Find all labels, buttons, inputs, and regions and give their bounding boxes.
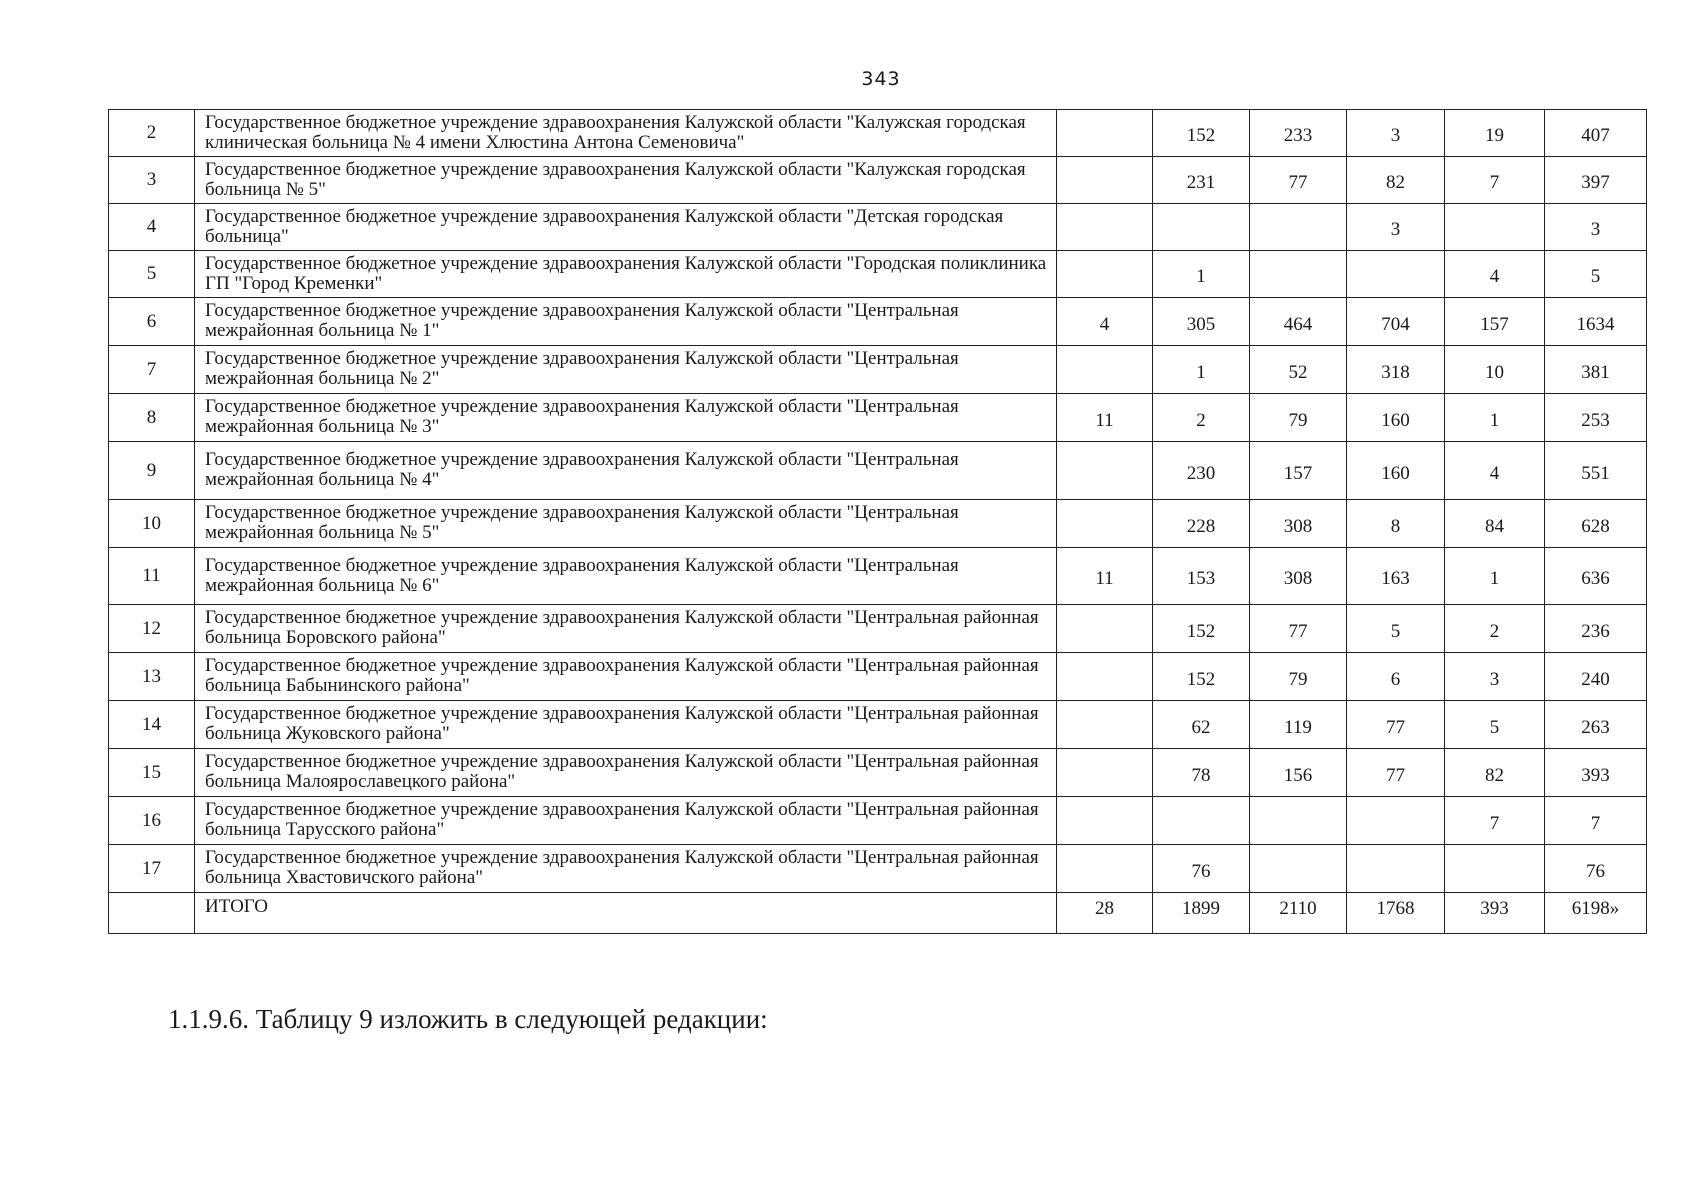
table-row [109, 394, 1647, 442]
total-col-4: 1768 [1347, 893, 1445, 934]
value-col-3 [1250, 845, 1347, 893]
value-col-4: 6 [1347, 653, 1445, 701]
value-col-2: 78 [1153, 749, 1250, 797]
page-number: 343 [861, 68, 901, 90]
row-total: 76 [1545, 845, 1647, 893]
table-row [109, 157, 1647, 204]
value-col-1 [1057, 653, 1153, 701]
row-total: 253 [1545, 394, 1647, 442]
value-col-2: 1 [1153, 346, 1250, 394]
value-col-4: 704 [1347, 298, 1445, 346]
institution-name: Государственное бюджетное учреждение здравоохранения Калужской области "Центральная межрайонная больница № 6" [195, 548, 1057, 605]
row-total: 407 [1545, 110, 1647, 157]
row-total: 5 [1545, 251, 1647, 298]
row-number: 12 [109, 605, 195, 653]
value-col-1 [1057, 797, 1153, 845]
value-col-4: 160 [1347, 394, 1445, 442]
value-col-4: 160 [1347, 442, 1445, 500]
value-col-5: 7 [1445, 797, 1545, 845]
value-col-5: 19 [1445, 110, 1545, 157]
value-col-2: 152 [1153, 110, 1250, 157]
table-row [109, 298, 1647, 346]
value-col-1 [1057, 251, 1153, 298]
value-col-5 [1445, 204, 1545, 251]
value-col-2: 62 [1153, 701, 1250, 749]
row-total: 628 [1545, 500, 1647, 548]
value-col-5: 4 [1445, 442, 1545, 500]
total-label: ИТОГО [195, 893, 1057, 934]
total-col-2: 1899 [1153, 893, 1250, 934]
value-col-1 [1057, 157, 1153, 204]
row-total: 393 [1545, 749, 1647, 797]
row-number: 4 [109, 204, 195, 251]
value-col-2: 152 [1153, 653, 1250, 701]
value-col-3: 464 [1250, 298, 1347, 346]
value-col-4: 77 [1347, 701, 1445, 749]
table-row [109, 346, 1647, 394]
table-row [109, 110, 1647, 157]
row-total: 381 [1545, 346, 1647, 394]
value-col-2: 230 [1153, 442, 1250, 500]
value-col-3: 52 [1250, 346, 1347, 394]
table-row [109, 701, 1647, 749]
value-col-2: 76 [1153, 845, 1250, 893]
value-col-2 [1153, 797, 1250, 845]
total-col-3: 2110 [1250, 893, 1347, 934]
institution-name: Государственное бюджетное учреждение здравоохранения Калужской области "Центральная районная больница Малоярославецкого района" [195, 749, 1057, 797]
institution-name: Государственное бюджетное учреждение здравоохранения Калужской области "Детская городская больница" [195, 204, 1057, 251]
value-col-4 [1347, 845, 1445, 893]
row-number: 7 [109, 346, 195, 394]
row-number: 6 [109, 298, 195, 346]
row-number: 8 [109, 394, 195, 442]
value-col-2: 1 [1153, 251, 1250, 298]
value-col-5: 2 [1445, 605, 1545, 653]
value-col-5: 7 [1445, 157, 1545, 204]
value-col-1 [1057, 204, 1153, 251]
value-col-3 [1250, 204, 1347, 251]
hospital-data-table [108, 109, 1647, 934]
value-col-1 [1057, 749, 1153, 797]
table-body [109, 110, 1647, 934]
value-col-1 [1057, 701, 1153, 749]
value-col-5: 5 [1445, 701, 1545, 749]
value-col-1 [1057, 110, 1153, 157]
value-col-5 [1445, 845, 1545, 893]
value-col-3: 79 [1250, 653, 1347, 701]
institution-name: Государственное бюджетное учреждение здравоохранения Калужской области "Калужская городская больница № 5" [195, 157, 1057, 204]
value-col-3: 233 [1250, 110, 1347, 157]
grand-total: 6198» [1545, 893, 1647, 934]
institution-name: Государственное бюджетное учреждение здравоохранения Калужской области "Центральная межрайонная больница № 2" [195, 346, 1057, 394]
institution-name: Государственное бюджетное учреждение здравоохранения Калужской области "Центральная районная больница Хвастовичского района" [195, 845, 1057, 893]
row-number: 5 [109, 251, 195, 298]
value-col-3 [1250, 251, 1347, 298]
value-col-3: 119 [1250, 701, 1347, 749]
value-col-4: 82 [1347, 157, 1445, 204]
institution-name: Государственное бюджетное учреждение здравоохранения Калужской области "Центральная районная больница Бабынинского района" [195, 653, 1057, 701]
value-col-2: 2 [1153, 394, 1250, 442]
value-col-4: 77 [1347, 749, 1445, 797]
value-col-4: 3 [1347, 204, 1445, 251]
value-col-5: 1 [1445, 394, 1545, 442]
value-col-3 [1250, 797, 1347, 845]
table-row [109, 251, 1647, 298]
institution-name: Государственное бюджетное учреждение здравоохранения Калужской области "Центральная межрайонная больница № 1" [195, 298, 1057, 346]
value-col-5: 1 [1445, 548, 1545, 605]
value-col-1 [1057, 605, 1153, 653]
row-total: 236 [1545, 605, 1647, 653]
value-col-4 [1347, 797, 1445, 845]
value-col-1: 4 [1057, 298, 1153, 346]
table-row [109, 653, 1647, 701]
value-col-2: 153 [1153, 548, 1250, 605]
row-number: 13 [109, 653, 195, 701]
institution-name: Государственное бюджетное учреждение здравоохранения Калужской области "Центральная межрайонная больница № 3" [195, 394, 1057, 442]
row-total: 240 [1545, 653, 1647, 701]
value-col-5: 84 [1445, 500, 1545, 548]
value-col-5: 82 [1445, 749, 1545, 797]
value-col-5: 3 [1445, 653, 1545, 701]
institution-name: Государственное бюджетное учреждение здравоохранения Калужской области "Центральная межрайонная больница № 5" [195, 500, 1057, 548]
institution-name: Государственное бюджетное учреждение здравоохранения Калужской области "Калужская городская клиническая больница № 4 имени Хлюстина Антона Семеновича" [195, 110, 1057, 157]
total-row [109, 893, 1647, 934]
row-number: 15 [109, 749, 195, 797]
row-total: 636 [1545, 548, 1647, 605]
value-col-1 [1057, 346, 1153, 394]
row-total: 263 [1545, 701, 1647, 749]
table-row [109, 548, 1647, 605]
row-total: 7 [1545, 797, 1647, 845]
total-col-1: 28 [1057, 893, 1153, 934]
value-col-4 [1347, 251, 1445, 298]
value-col-4: 8 [1347, 500, 1445, 548]
row-total: 3 [1545, 204, 1647, 251]
institution-name: Государственное бюджетное учреждение здравоохранения Калужской области "Центральная межрайонная больница № 4" [195, 442, 1057, 500]
institution-name: Государственное бюджетное учреждение здравоохранения Калужской области "Центральная районная больница Тарусского района" [195, 797, 1057, 845]
value-col-1 [1057, 845, 1153, 893]
institution-name: Государственное бюджетное учреждение здравоохранения Калужской области "Центральная районная больница Боровского района" [195, 605, 1057, 653]
row-total: 551 [1545, 442, 1647, 500]
total-col-5: 393 [1445, 893, 1545, 934]
value-col-2: 305 [1153, 298, 1250, 346]
value-col-5: 157 [1445, 298, 1545, 346]
table-row [109, 749, 1647, 797]
table-row [109, 500, 1647, 548]
row-number: 17 [109, 845, 195, 893]
row-number: 2 [109, 110, 195, 157]
value-col-1 [1057, 500, 1153, 548]
value-col-3: 79 [1250, 394, 1347, 442]
row-number: 9 [109, 442, 195, 500]
table-row [109, 442, 1647, 500]
value-col-3: 308 [1250, 500, 1347, 548]
value-col-5: 10 [1445, 346, 1545, 394]
value-col-3: 77 [1250, 605, 1347, 653]
institution-name: Государственное бюджетное учреждение здравоохранения Калужской области "Городская поликлиника ГП "Город Кременки" [195, 251, 1057, 298]
value-col-2 [1153, 204, 1250, 251]
row-total: 397 [1545, 157, 1647, 204]
row-number: 14 [109, 701, 195, 749]
value-col-2: 228 [1153, 500, 1250, 548]
value-col-3: 157 [1250, 442, 1347, 500]
table-row [109, 797, 1647, 845]
value-col-4: 163 [1347, 548, 1445, 605]
value-col-3: 156 [1250, 749, 1347, 797]
value-col-3: 308 [1250, 548, 1347, 605]
row-total: 1634 [1545, 298, 1647, 346]
institution-name: Государственное бюджетное учреждение здравоохранения Калужской области "Центральная районная больница Жуковского района" [195, 701, 1057, 749]
row-number: 11 [109, 548, 195, 605]
value-col-4: 3 [1347, 110, 1445, 157]
value-col-5: 4 [1445, 251, 1545, 298]
value-col-4: 318 [1347, 346, 1445, 394]
value-col-1 [1057, 442, 1153, 500]
row-number [109, 893, 195, 934]
table-row [109, 845, 1647, 893]
value-col-4: 5 [1347, 605, 1445, 653]
row-number: 16 [109, 797, 195, 845]
table-row [109, 605, 1647, 653]
table-row [109, 204, 1647, 251]
value-col-1: 11 [1057, 548, 1153, 605]
row-number: 3 [109, 157, 195, 204]
value-col-3: 77 [1250, 157, 1347, 204]
instruction-paragraph: 1.1.9.6. Таблицу 9 изложить в следующей редакции: [168, 1004, 768, 1034]
value-col-1: 11 [1057, 394, 1153, 442]
value-col-2: 231 [1153, 157, 1250, 204]
value-col-2: 152 [1153, 605, 1250, 653]
row-number: 10 [109, 500, 195, 548]
